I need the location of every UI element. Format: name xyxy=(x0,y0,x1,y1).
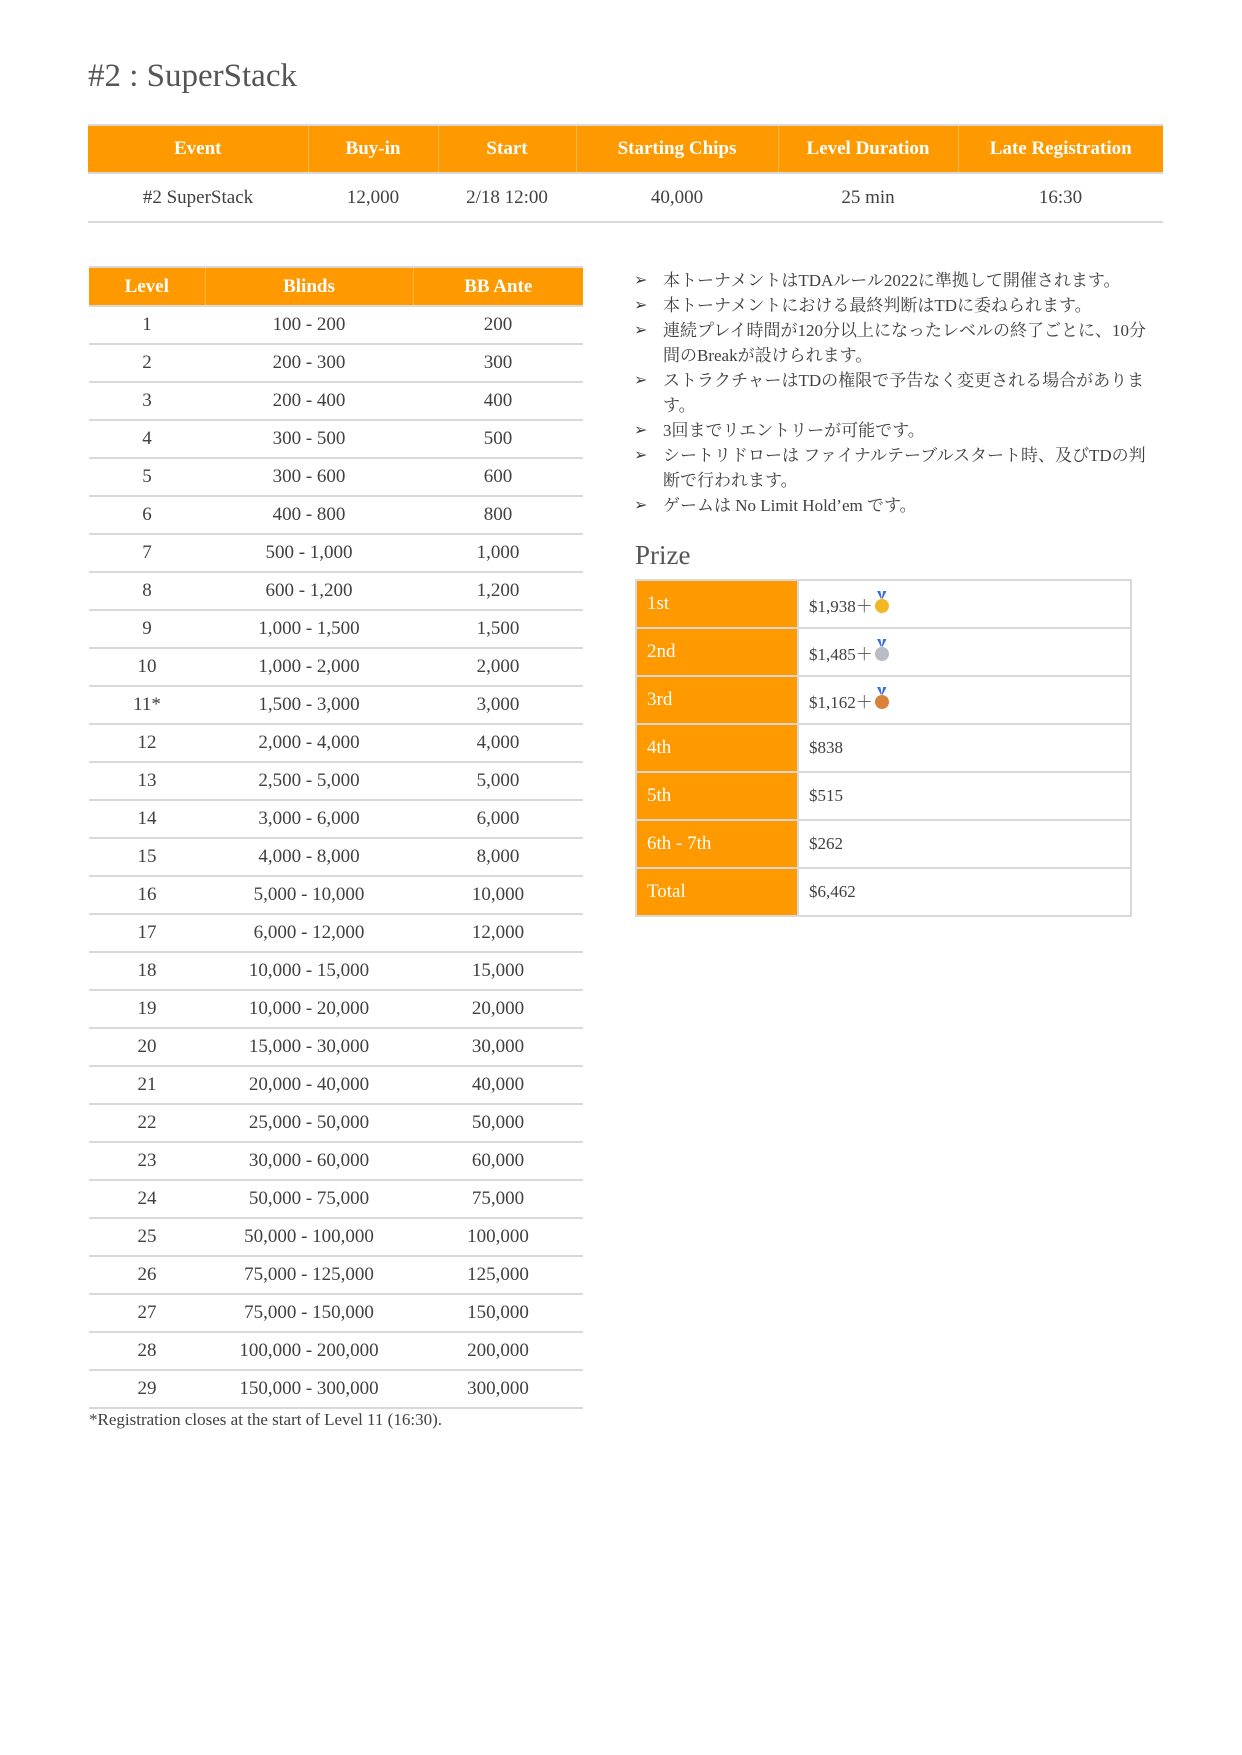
table-row xyxy=(89,1180,583,1218)
blinds-cell: 20,000 - 40,000 xyxy=(205,1066,413,1104)
table-row xyxy=(89,800,583,838)
page-title: #2 : SuperStack xyxy=(88,58,297,94)
arrow-bullet-icon: ➢ xyxy=(634,497,648,514)
table-row xyxy=(89,1104,583,1142)
table-row xyxy=(89,914,583,952)
prize-place-cell: 3rd xyxy=(636,676,798,724)
bb-ante-cell: 40,000 xyxy=(413,1066,583,1104)
event-name-cell: #2 SuperStack xyxy=(88,173,308,222)
level-cell: 28 xyxy=(89,1332,205,1370)
level-cell: 17 xyxy=(89,914,205,952)
arrow-bullet-icon: ➢ xyxy=(634,372,648,389)
blinds-cell: 15,000 - 30,000 xyxy=(205,1028,413,1066)
bb-ante-cell: 200,000 xyxy=(413,1332,583,1370)
blinds-cell: 400 - 800 xyxy=(205,496,413,534)
bb-ante-cell: 3,000 xyxy=(413,686,583,724)
prize-amount-cell xyxy=(798,676,1131,724)
blind-header-row xyxy=(89,267,583,306)
rule-text: 連続プレイ時間が120分以上になったレベルの終了ごとに、10分間のBreakが設けられます。 xyxy=(663,321,1146,365)
event-level-duration-cell: 25 min xyxy=(778,173,958,222)
blinds-cell: 300 - 600 xyxy=(205,458,413,496)
table-row xyxy=(89,1294,583,1332)
bb-ante-cell: 800 xyxy=(413,496,583,534)
bb-ante-cell: 400 xyxy=(413,382,583,420)
prize-place-cell: Total xyxy=(636,868,798,916)
registration-footnote: *Registration closes at the start of Level 11 (16:30). xyxy=(89,1410,442,1429)
level-cell: 27 xyxy=(89,1294,205,1332)
blinds-cell: 6,000 - 12,000 xyxy=(205,914,413,952)
blinds-cell: 1,000 - 2,000 xyxy=(205,648,413,686)
level-cell: 23 xyxy=(89,1142,205,1180)
bb-ante-cell: 1,200 xyxy=(413,572,583,610)
bb-ante-cell: 300,000 xyxy=(413,1370,583,1408)
blinds-cell: 5,000 - 10,000 xyxy=(205,876,413,914)
blinds-cell: 600 - 1,200 xyxy=(205,572,413,610)
blinds-cell: 200 - 300 xyxy=(205,344,413,382)
rule-text: ゲームは No Limit Hold’em です。 xyxy=(663,496,917,515)
level-cell: 8 xyxy=(89,572,205,610)
blinds-cell: 10,000 - 15,000 xyxy=(205,952,413,990)
bb-ante-cell: 15,000 xyxy=(413,952,583,990)
prize-place-cell: 2nd xyxy=(636,628,798,676)
event-info-table xyxy=(88,124,1163,223)
blinds-cell: 75,000 - 125,000 xyxy=(205,1256,413,1294)
prize-amount: $262 xyxy=(809,834,843,853)
level-cell: 22 xyxy=(89,1104,205,1142)
prize-amount-cell xyxy=(798,868,1131,916)
event-starting-chips-cell: 40,000 xyxy=(576,173,778,222)
level-cell: 6 xyxy=(89,496,205,534)
bronze-medal-icon xyxy=(875,695,889,709)
blind-header-level: Level xyxy=(89,267,205,306)
table-row xyxy=(89,572,583,610)
bb-ante-cell: 30,000 xyxy=(413,1028,583,1066)
rule-text: 3回までリエントリーが可能です。 xyxy=(663,421,925,440)
table-row xyxy=(89,1142,583,1180)
level-cell: 7 xyxy=(89,534,205,572)
silver-medal-icon xyxy=(875,647,889,661)
blinds-cell: 75,000 - 150,000 xyxy=(205,1294,413,1332)
blinds-cell: 4,000 - 8,000 xyxy=(205,838,413,876)
table-row xyxy=(89,686,583,724)
table-row xyxy=(89,1332,583,1370)
table-row xyxy=(636,676,1131,724)
prize-place-cell: 4th xyxy=(636,724,798,772)
blinds-cell: 25,000 - 50,000 xyxy=(205,1104,413,1142)
prize-amount-cell xyxy=(798,772,1131,820)
table-row xyxy=(89,306,583,344)
event-late-registration-cell: 16:30 xyxy=(958,173,1163,222)
bb-ante-cell: 1,500 xyxy=(413,610,583,648)
event-header-start: Start xyxy=(438,125,576,173)
blinds-cell: 50,000 - 100,000 xyxy=(205,1218,413,1256)
table-row xyxy=(636,868,1131,916)
level-cell: 29 xyxy=(89,1370,205,1408)
blinds-cell: 2,500 - 5,000 xyxy=(205,762,413,800)
rule-text: 本トーナメントにおける最終判断はTDに委ねられます。 xyxy=(663,296,1092,315)
blinds-cell: 10,000 - 20,000 xyxy=(205,990,413,1028)
bb-ante-cell: 1,000 xyxy=(413,534,583,572)
prize-heading: Prize xyxy=(635,540,691,570)
blind-header-bb-ante: BB Ante xyxy=(413,267,583,306)
level-cell: 1 xyxy=(89,306,205,344)
arrow-bullet-icon: ➢ xyxy=(634,297,648,314)
table-row xyxy=(89,496,583,534)
table-row xyxy=(89,610,583,648)
prize-place-cell: 1st xyxy=(636,580,798,628)
event-header-starting-chips: Starting Chips xyxy=(576,125,778,173)
prize-table-body xyxy=(636,580,1131,916)
table-row xyxy=(89,1066,583,1104)
level-cell: 16 xyxy=(89,876,205,914)
bb-ante-cell: 6,000 xyxy=(413,800,583,838)
prize-amount: $1,162＋ xyxy=(809,692,873,712)
blinds-cell: 200 - 400 xyxy=(205,382,413,420)
table-row xyxy=(636,820,1131,868)
event-start-cell: 2/18 12:00 xyxy=(438,173,576,222)
rule-text: ストラクチャーはTDの権限で予告なく変更される場合があります。 xyxy=(663,371,1145,415)
table-row xyxy=(89,344,583,382)
bb-ante-cell: 100,000 xyxy=(413,1218,583,1256)
table-row xyxy=(89,838,583,876)
event-header-event: Event xyxy=(88,125,308,173)
bb-ante-cell: 8,000 xyxy=(413,838,583,876)
level-cell: 20 xyxy=(89,1028,205,1066)
bb-ante-cell: 75,000 xyxy=(413,1180,583,1218)
list-item xyxy=(634,268,1154,293)
table-row xyxy=(89,876,583,914)
bb-ante-cell: 2,000 xyxy=(413,648,583,686)
table-row xyxy=(89,458,583,496)
blind-table-body xyxy=(89,306,583,1408)
prize-amount-cell xyxy=(798,580,1131,628)
list-item xyxy=(634,368,1154,418)
blind-header-blinds: Blinds xyxy=(205,267,413,306)
gold-medal-icon xyxy=(875,599,889,613)
event-header-buyin: Buy-in xyxy=(308,125,438,173)
bb-ante-cell: 300 xyxy=(413,344,583,382)
blinds-cell: 500 - 1,000 xyxy=(205,534,413,572)
bb-ante-cell: 50,000 xyxy=(413,1104,583,1142)
level-cell: 3 xyxy=(89,382,205,420)
bb-ante-cell: 10,000 xyxy=(413,876,583,914)
blinds-cell: 100 - 200 xyxy=(205,306,413,344)
rule-text: シートリドローは ファイナルテーブルスタート時、及びTDの判断で行われます。 xyxy=(663,446,1146,490)
bb-ante-cell: 20,000 xyxy=(413,990,583,1028)
level-cell: 11* xyxy=(89,686,205,724)
event-data-row xyxy=(88,173,1163,222)
table-row xyxy=(89,990,583,1028)
table-row xyxy=(636,772,1131,820)
list-item xyxy=(634,293,1154,318)
table-row xyxy=(636,580,1131,628)
table-row xyxy=(89,420,583,458)
level-cell: 18 xyxy=(89,952,205,990)
bb-ante-cell: 5,000 xyxy=(413,762,583,800)
table-row xyxy=(89,762,583,800)
level-cell: 19 xyxy=(89,990,205,1028)
level-cell: 25 xyxy=(89,1218,205,1256)
level-cell: 14 xyxy=(89,800,205,838)
list-item xyxy=(634,493,1154,518)
event-header-late-registration: Late Registration xyxy=(958,125,1163,173)
event-header-row xyxy=(88,125,1163,173)
table-row xyxy=(89,648,583,686)
bb-ante-cell: 60,000 xyxy=(413,1142,583,1180)
bb-ante-cell: 200 xyxy=(413,306,583,344)
level-cell: 15 xyxy=(89,838,205,876)
table-row xyxy=(89,724,583,762)
level-cell: 10 xyxy=(89,648,205,686)
level-cell: 24 xyxy=(89,1180,205,1218)
blinds-cell: 1,500 - 3,000 xyxy=(205,686,413,724)
prize-amount: $6,462 xyxy=(809,882,856,901)
bb-ante-cell: 600 xyxy=(413,458,583,496)
blinds-cell: 150,000 - 300,000 xyxy=(205,1370,413,1408)
list-item xyxy=(634,318,1154,368)
blinds-cell: 100,000 - 200,000 xyxy=(205,1332,413,1370)
prize-amount-cell xyxy=(798,628,1131,676)
blind-structure-table xyxy=(89,266,583,1409)
list-item xyxy=(634,443,1154,493)
rule-text: 本トーナメントはTDAルール2022に準拠して開催されます。 xyxy=(663,271,1121,290)
table-row xyxy=(89,1218,583,1256)
prize-amount: $1,485＋ xyxy=(809,644,873,664)
bb-ante-cell: 125,000 xyxy=(413,1256,583,1294)
blinds-cell: 50,000 - 75,000 xyxy=(205,1180,413,1218)
table-row xyxy=(636,628,1131,676)
prize-amount: $515 xyxy=(809,786,843,805)
arrow-bullet-icon: ➢ xyxy=(634,447,648,464)
blinds-cell: 1,000 - 1,500 xyxy=(205,610,413,648)
prize-place-cell: 5th xyxy=(636,772,798,820)
prize-amount-cell xyxy=(798,724,1131,772)
table-row xyxy=(89,1256,583,1294)
level-cell: 2 xyxy=(89,344,205,382)
blinds-cell: 3,000 - 6,000 xyxy=(205,800,413,838)
level-cell: 4 xyxy=(89,420,205,458)
event-buyin-cell: 12,000 xyxy=(308,173,438,222)
prize-amount-cell xyxy=(798,820,1131,868)
list-item xyxy=(634,418,1154,443)
table-row xyxy=(89,1028,583,1066)
level-cell: 12 xyxy=(89,724,205,762)
blinds-cell: 2,000 - 4,000 xyxy=(205,724,413,762)
table-row xyxy=(89,1370,583,1408)
table-row xyxy=(89,952,583,990)
level-cell: 13 xyxy=(89,762,205,800)
table-row xyxy=(89,534,583,572)
level-cell: 5 xyxy=(89,458,205,496)
level-cell: 26 xyxy=(89,1256,205,1294)
arrow-bullet-icon: ➢ xyxy=(634,422,648,439)
level-cell: 9 xyxy=(89,610,205,648)
bb-ante-cell: 500 xyxy=(413,420,583,458)
blinds-cell: 30,000 - 60,000 xyxy=(205,1142,413,1180)
rules-list xyxy=(634,268,1154,518)
prize-table xyxy=(635,579,1132,917)
arrow-bullet-icon: ➢ xyxy=(634,322,648,339)
bb-ante-cell: 4,000 xyxy=(413,724,583,762)
blinds-cell: 300 - 500 xyxy=(205,420,413,458)
arrow-bullet-icon: ➢ xyxy=(634,272,648,289)
level-cell: 21 xyxy=(89,1066,205,1104)
event-header-level-duration: Level Duration xyxy=(778,125,958,173)
prize-amount: $1,938＋ xyxy=(809,596,873,616)
prize-place-cell: 6th - 7th xyxy=(636,820,798,868)
bb-ante-cell: 150,000 xyxy=(413,1294,583,1332)
table-row xyxy=(636,724,1131,772)
bb-ante-cell: 12,000 xyxy=(413,914,583,952)
table-row xyxy=(89,382,583,420)
prize-amount: $838 xyxy=(809,738,843,757)
